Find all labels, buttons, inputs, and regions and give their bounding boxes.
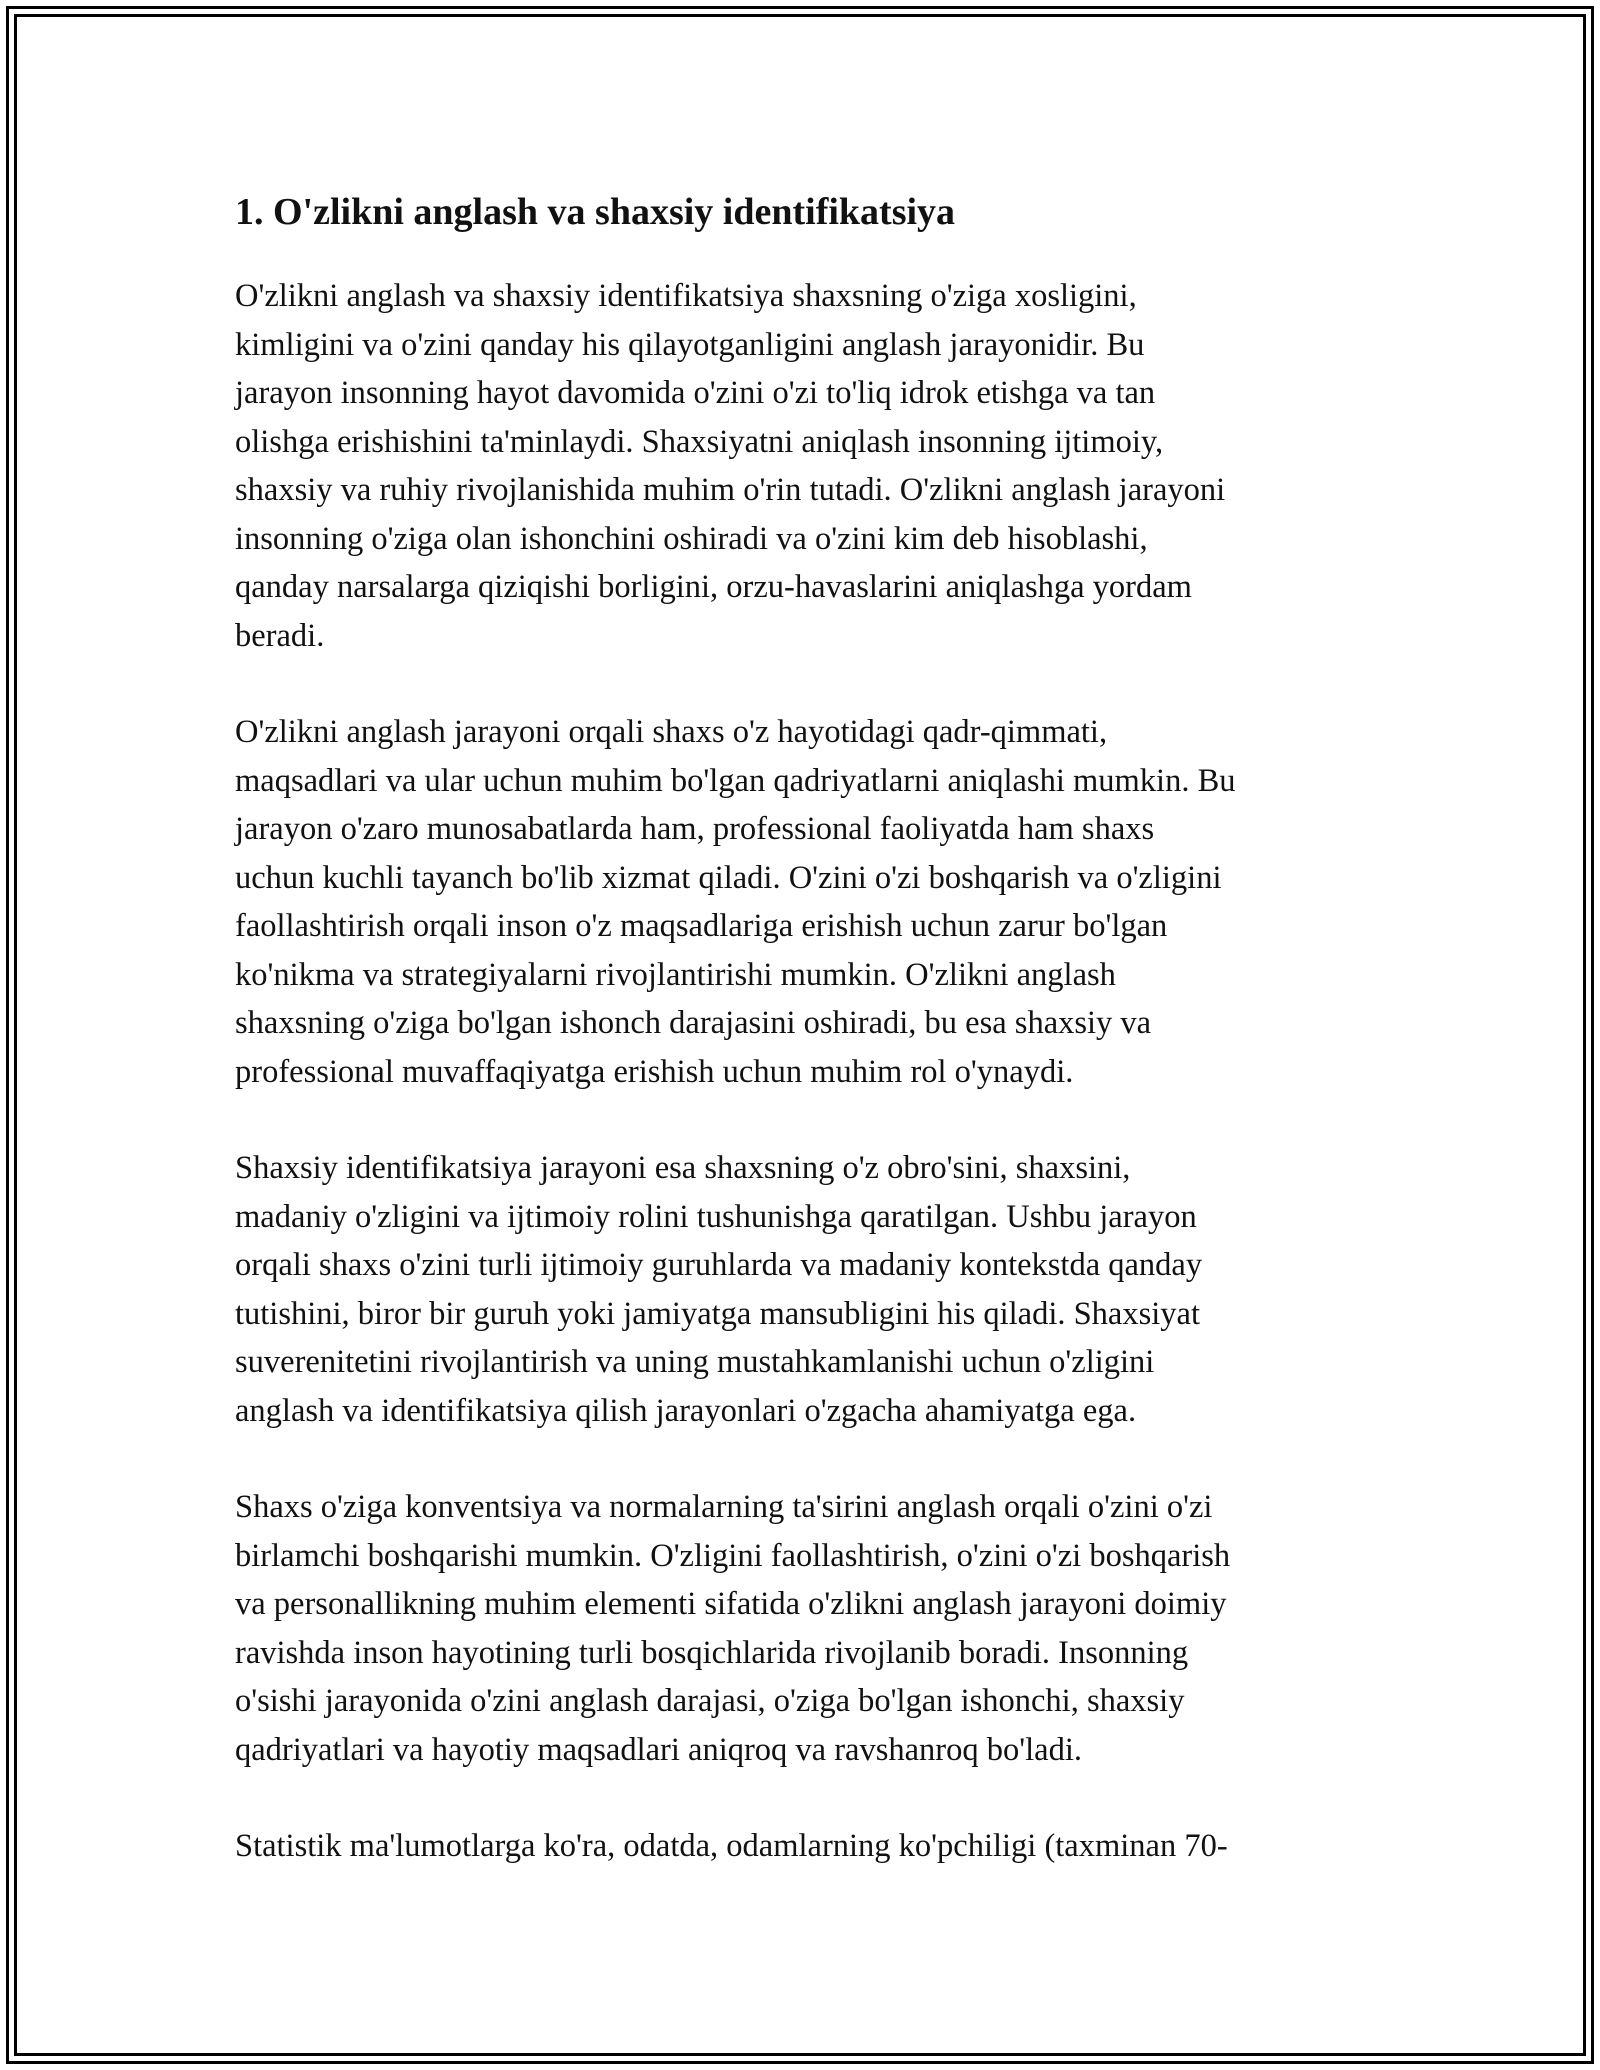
section-heading: 1. O'zlikni anglash va shaxsiy identifikatsiya	[235, 191, 956, 233]
document-body	[235, 188, 1365, 1919]
paragraph-4: Shaxs o'ziga konventsiya va normalarning ta'sirini anglash orqali o'zini o'zi birlamchi boshqarishi mumkin. O'zligini faollashtirish, o'zini o'zi boshqarish va personallikning muhim elementi sifatida o'zlikni anglash jarayoni doimiy ravishda inson hayotining turli bosqichlarida rivojlanib boradi. Insonning o'sishi jarayonida o'zini anglash darajasi, o'ziga bo'lgan ishonchi, shaxsiy qadriyatlari va hayotiy maqsadlari aniqroq va ravshanroq bo'ladi.	[235, 1489, 1231, 1768]
paragraph-2: O'zlikni anglash jarayoni orqali shaxs o'z hayotidagi qadr-qimmati, maqsadlari va ular uchun muhim bo'lgan qadriyatlarni aniqlashi mumkin. Bu jarayon o'zaro munosabatlarda ham, professional faoliyatda ham shaxs uchun kuchli tayanch bo'lib xizmat qiladi. O'zini o'zi boshqarish va o'zligini faollashtirish orqali inson o'z maqsadlariga erishish uchun zarur bo'lgan ko'nikma va strategiyalarni rivojlantirishi mumkin. O'zlikni anglash shaxsning o'ziga bo'lgan ishonch darajasini oshiradi, bu esa shaxsiy va professional muvaffaqiyatga erishish uchun muhim rol o'ynaydi.	[235, 714, 1236, 1090]
paragraph-1: O'zlikni anglash va shaxsiy identifikatsiya shaxsning o'ziga xosligini, kimligini va o'zini qanday his qilayotganligini anglash jarayonidir. Bu jarayon insonning hayot davomida o'zini o'zi to'liq idrok etishga va tan olishga erishishini ta'minlaydi. Shaxsiyatni aniqlash insonning ijtimoiy, shaxsiy va ruhiy rivojlanishida muhim o'rin tutadi. O'zlikni anglash jarayoni insonning o'ziga olan ishonchini oshiradi va o'zini kim deb hisoblashi, qanday narsalarga qiziqishi borligini, orzu-havaslarini aniqlashga yordam beradi.	[235, 278, 1226, 654]
paragraph-3: Shaxsiy identifikatsiya jarayoni esa shaxsning o'z obro'sini, shaxsini, madaniy o'zligini va ijtimoiy rolini tushunishga qaratilgan. Ushbu jarayon orqali shaxs o'zini turli ijtimoiy guruhlarda va madaniy kontekstda qanday tutishini, biror bir guruh yoki jamiyatga mansubligini his qiladi. Shaxsiyat suverenitetini rivojlantirish va uning mustahkamlanishi uchun o'zligini anglash va identifikatsiya qilish jarayonlari o'zgacha ahamiyatga ega.	[235, 1150, 1203, 1429]
paragraph-5: Statistik ma'lumotlarga ko'ra, odatda, odamlarning ko'pchiligi (taxminan 70-	[235, 1828, 1228, 1864]
